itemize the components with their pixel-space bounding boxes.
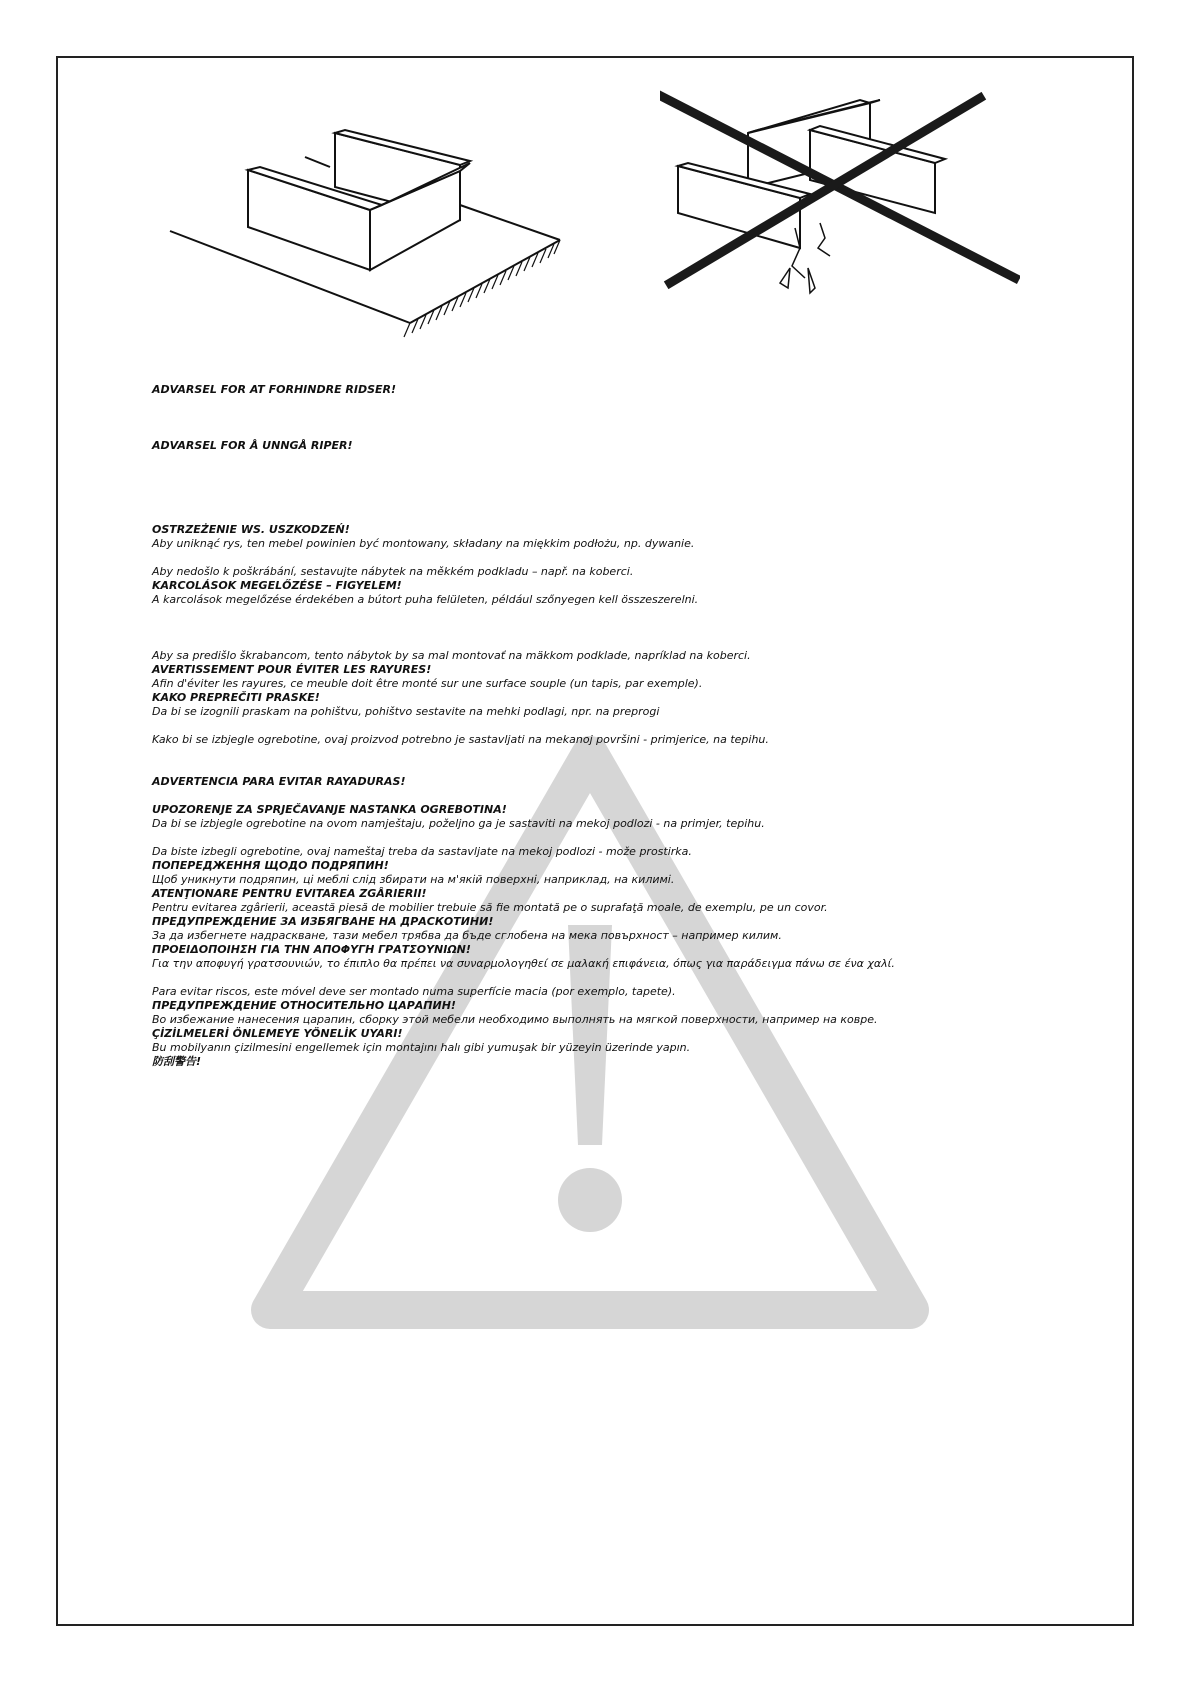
warning-ro-text: Pentru evitarea zgârierii, această piesă de mobilier trebuie să fie montată pe o suprafaţă moale, de exemplu, pe un covor. — [152, 901, 828, 914]
warning-pl-heading: OSTRZEŻENIE WS. USZKODZEŃ! — [152, 523, 350, 536]
warning-hu-text: A karcolások megelőzése érdekében a bútort puha felületen, például szőnyegen kell összeszerelni. — [152, 593, 699, 606]
warning-pt-text: Para evitar riscos, este móvel deve ser montado numa superfície macia (por exemplo, tapete). — [152, 985, 676, 998]
warning-zh-heading: 防刮警告! — [152, 1055, 202, 1068]
warning-es-heading: ADVERTENCIA PARA EVITAR RAYADURAS! — [152, 775, 406, 788]
warning-hu-heading: KARCOLÁSOK MEGELŐZÉSE – FIGYELEM! — [152, 579, 402, 592]
furniture-on-hard-floor-crossed-illustration — [660, 88, 1020, 298]
warning-ro-heading: ATENŢIONARE PENTRU EVITAREA ZGÂRIERII! — [152, 887, 427, 900]
warning-bs-heading: UPOZORENJE ZA SPRJEČAVANJE NASTANKA OGREBOTINA! — [152, 803, 507, 816]
warning-sr-text: Da biste izbegli ogrebotine, ovaj nameštaj treba da sastavljate na mekoj podlozi - može prostirka. — [152, 845, 692, 858]
warning-fr-heading: AVERTISSEMENT POUR ÉVITER LES RAYURES! — [152, 663, 432, 676]
warning-el-text: Για την αποφυγή γρατσουνιών, το έπιπλο θα πρέπει να συναρμολογηθεί σε μαλακή επιφάνεια, όπως για παράδειγμα πάνω σε ένα χαλί. — [152, 957, 895, 970]
warning-bg-heading: ПРЕДУПРЕЖДЕНИЕ ЗА ИЗБЯГВАНЕ НА ДРАСКОТИНИ! — [152, 915, 494, 928]
warning-sk-text: Aby sa predišlo škrabancom, tento nábytok by sa mal montovať na mäkkom podklade, napríklad na koberci. — [152, 649, 751, 662]
warning-no-heading: ADVARSEL FOR Å UNNGÅ RIPER! — [152, 439, 353, 452]
warning-cs-text: Aby nedošlo k poškrábání, sestavujte nábytek na měkkém podkladu – např. na koberci. — [152, 565, 634, 578]
warning-text-block — [152, 383, 1032, 1069]
warning-sl-heading: KAKO PREPREČITI PRASKE! — [152, 691, 320, 704]
warning-tr-heading: ÇİZİLMELERİ ÖNLEMEYE YÖNELİK UYARI! — [152, 1027, 403, 1040]
warning-ru-heading: ПРЕДУПРЕЖДЕНИЕ ОТНОСИТЕЛЬНО ЦАРАПИН! — [152, 999, 456, 1012]
warning-hr-text: Kako bi se izbjegle ogrebotine, ovaj proizvod potrebno je sastavljati na mekanoj površini - primjerice, na tepihu. — [152, 733, 769, 746]
warning-uk-text: Щоб уникнути подряпин, ці меблі слід збирати на м'якій поверхні, наприклад, на килимі. — [152, 873, 675, 886]
warning-bg-text: За да избегнете надраскване, тази мебел трябва да бъде сглобена на мека повърхност – например килим. — [152, 929, 782, 942]
warning-sl-text: Da bi se izognili praskam na pohištvu, pohištvo sestavite na mehki podlagi, npr. na preprogi — [152, 705, 660, 718]
warning-tr-text: Bu mobilyanın çizilmesini engellemek için montajını halı gibi yumuşak bir yüzeyin üzerinde yapın. — [152, 1041, 691, 1054]
warning-ru-text: Во избежание нанесения царапин, сборку этой мебели необходимо выполнять на мягкой поверхности, например на ковре. — [152, 1013, 878, 1026]
warning-da-heading: ADVARSEL FOR AT FORHINDRE RIDSER! — [152, 383, 397, 396]
warning-fr-text: Afin d'éviter les rayures, ce meuble doit être monté sur une surface souple (un tapis, par exemple). — [152, 677, 703, 690]
warning-bs-text: Da bi se izbjegle ogrebotine na ovom namještaju, poželjno ga je sastaviti na mekoj podlozi - na primjer, tepihu. — [152, 817, 765, 830]
warning-uk-heading: ПОПЕРЕДЖЕННЯ ЩОДО ПОДРЯПИН! — [152, 859, 389, 872]
warning-el-heading: ΠΡΟΕΙΔΟΠΟΙΗΣΗ ΓΙΑ ΤΗΝ ΑΠΟΦΥΓΗ ΓΡΑΤΣΟΥΝΙΩΝ! — [152, 943, 471, 956]
furniture-on-rug-illustration — [160, 125, 600, 345]
warning-pl-text: Aby uniknąć rys, ten mebel powinien być montowany, składany na miękkim podłożu, np. dywanie. — [152, 537, 695, 550]
